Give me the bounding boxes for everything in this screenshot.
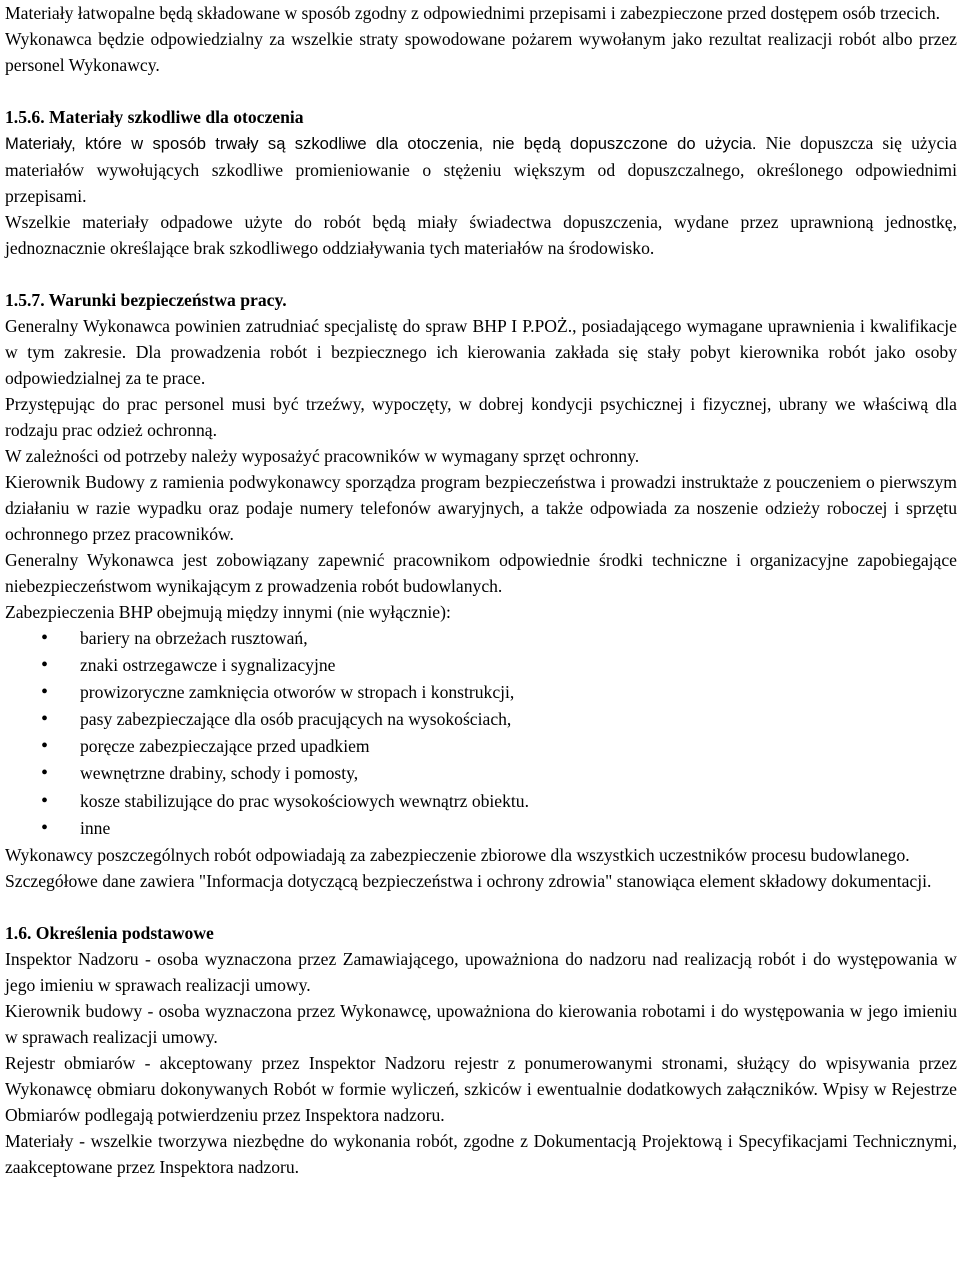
- bullet-icon: •: [41, 627, 49, 649]
- spacer: [5, 78, 957, 104]
- list-item-text: poręcze zabezpieczające przed upadkiem: [80, 736, 370, 757]
- paragraph-list-intro: Zabezpieczenia BHP obejmują między innymi (nie wyłącznie):: [5, 602, 451, 622]
- definition-rejestr-obmiarow: Rejestr obmiarów - akceptowany przez Inspektor Nadzoru rejestr z ponumerowanymi stronami, służący do wpisywania przez Wykonawcę obmiaru dokonywanych Robót w formie wyliczeń, szkiców i ewentualnie dodatkowych załączników. Wpisy w Rejestrze Obmiarów podlegają potwierdzeniu przez Inspektora nadzoru.: [5, 1052, 957, 1125]
- section-heading-1-6: 1.6. Określenia podstawowe: [5, 922, 214, 943]
- list-item: [5, 625, 957, 652]
- list-item: [5, 679, 957, 706]
- paragraph-technical-measures: Generalny Wykonawca jest zobowiązany zapewnić pracownikom odpowiednie środki techniczne i organizacyjne zapobiegające niebezpieczeństwom wynikającym z prowadzenia robót budowlanych.: [5, 550, 957, 596]
- list-item: [5, 760, 957, 787]
- list-item-text: wewnętrzne drabiny, schody i pomosty,: [80, 763, 359, 784]
- bullet-icon: •: [41, 816, 49, 839]
- list-item-text: bariery na obrzeżach rusztowań,: [80, 628, 308, 648]
- bullet-icon: •: [41, 762, 49, 785]
- bullet-icon: •: [41, 654, 49, 677]
- paragraph-bioz-information: Szczegółowe dane zawiera "Informacja dotyczącą bezpieczeństwa i ochrony zdrowia" stanowiąca element składowy dokumentacji.: [5, 870, 932, 891]
- paragraph-fire-liability: Wykonawca będzie odpowiedzialny za wszelkie straty spowodowane pożarem wywołanym jako rezultat realizacji robót albo przez personel Wykonawcy.: [5, 29, 957, 75]
- list-item-text: znaki ostrzegawcze i sygnalizacyjne: [80, 655, 336, 676]
- definition-inspektor-nadzoru: Inspektor Nadzoru - osoba wyznaczona przez Zamawiającego, upoważniona do nadzoru nad realizacją robót i do występowania w jego imieniu w sprawach realizacji umowy.: [5, 948, 957, 995]
- list-item: [5, 706, 957, 733]
- bullet-icon: •: [41, 789, 49, 812]
- section-heading-1-5-7: 1.5.7. Warunki bezpieczeństwa pracy.: [5, 290, 287, 310]
- paragraph-collective-protection: Wykonawcy poszczególnych robót odpowiadają za zabezpieczenie zbiorowe dla wszystkich uczestników procesu budowlanego.: [5, 844, 910, 865]
- paragraph-protective-equipment: W zależności od potrzeby należy wyposażyć pracowników w wymagany sprzęt ochronny.: [5, 446, 640, 466]
- paragraph-harmful-materials-lead: Materiały, które w sposób trwały są szkodliwe dla otoczenia, nie będą dopuszczone do użycia.: [5, 134, 757, 153]
- paragraph-personnel-condition: Przystępując do prac personel musi być trzeźwy, wypoczęty, w dobrej kondycji psychicznej i fizycznej, ubrany we właściwą dla rodzaju prac odzież ochronną.: [5, 394, 957, 440]
- paragraph-waste-materials: Wszelkie materiały odpadowe użyte do robót będą miały świadectwa dopuszczenia, wydane przez uprawnioną jednostkę, jednoznacznie określające brak szkodliwego oddziaływania tych materiałów na środowisko.: [5, 212, 957, 258]
- bhp-safeguards-list: [5, 625, 957, 842]
- bullet-icon: •: [41, 735, 49, 758]
- definition-kierownik-budowy: Kierownik budowy - osoba wyznaczona przez Wykonawcę, upoważniona do kierowania robotami i do występowania w jego imieniu w sprawach realizacji umowy.: [5, 1000, 957, 1047]
- paragraph-safety-program: Kierownik Budowy z ramienia podwykonawcy sporządza program bezpieczeństwa i prowadzi instruktaże z pouczeniem o pierwszym działaniu w razie wypadku oraz podaje numery telefonów awaryjnych, a także odpowiada za noszenie odzieży roboczej i sprzętu ochronnego przez pracowników.: [5, 472, 957, 544]
- list-item: [5, 652, 957, 679]
- definition-materialy: Materiały - wszelkie tworzywa niezbędne do wykonania robót, zgodne z Dokumentacją Projektową i Specyfikacjami Technicznymi, zaakceptowane przez Inspektora nadzoru.: [5, 1130, 957, 1177]
- list-item-text: prowizoryczne zamknięcia otworów w stropach i konstrukcji,: [80, 682, 515, 703]
- bullet-icon: •: [41, 708, 49, 731]
- spacer: [5, 894, 957, 920]
- list-item-text: kosze stabilizujące do prac wysokościowych wewnątrz obiektu.: [80, 790, 529, 811]
- list-item: [5, 733, 957, 760]
- section-heading-1-5-6: 1.5.6. Materiały szkodliwe dla otoczenia: [5, 107, 304, 127]
- list-item: [5, 788, 957, 815]
- list-item-text: inne: [80, 817, 111, 838]
- bullet-icon: •: [41, 681, 49, 704]
- spacer: [5, 261, 957, 287]
- list-item: [5, 815, 957, 842]
- list-item-text: pasy zabezpieczające dla osób pracujących na wysokościach,: [80, 709, 512, 730]
- paragraph-flammable-storage: Materiały łatwopalne będą składowane w sposób zgodny z odpowiednimi przepisami i zabezpieczone przed dostępem osób trzecich.: [5, 3, 941, 23]
- paragraph-harmful-materials-rest: Nie dopuszcza się użycia materiałów wywołujących szkodliwe promieniowanie o stężeniu większym od dopuszczalnego, określonego odpowiednimi przepisami.: [5, 133, 957, 206]
- paragraph-harmful-materials: [5, 130, 957, 209]
- paragraph-bhp-specialist: Generalny Wykonawca powinien zatrudniać specjalistę do spraw BHP I P.POŻ., posiadającego wymagane uprawnienia i kwalifikacje w tym zakresie. Dla prowadzenia robót i bezpiecznego ich kierowania zakłada się stały pobyt kierownika robót jako osoby odpowiedzialnej za te prace.: [5, 316, 957, 388]
